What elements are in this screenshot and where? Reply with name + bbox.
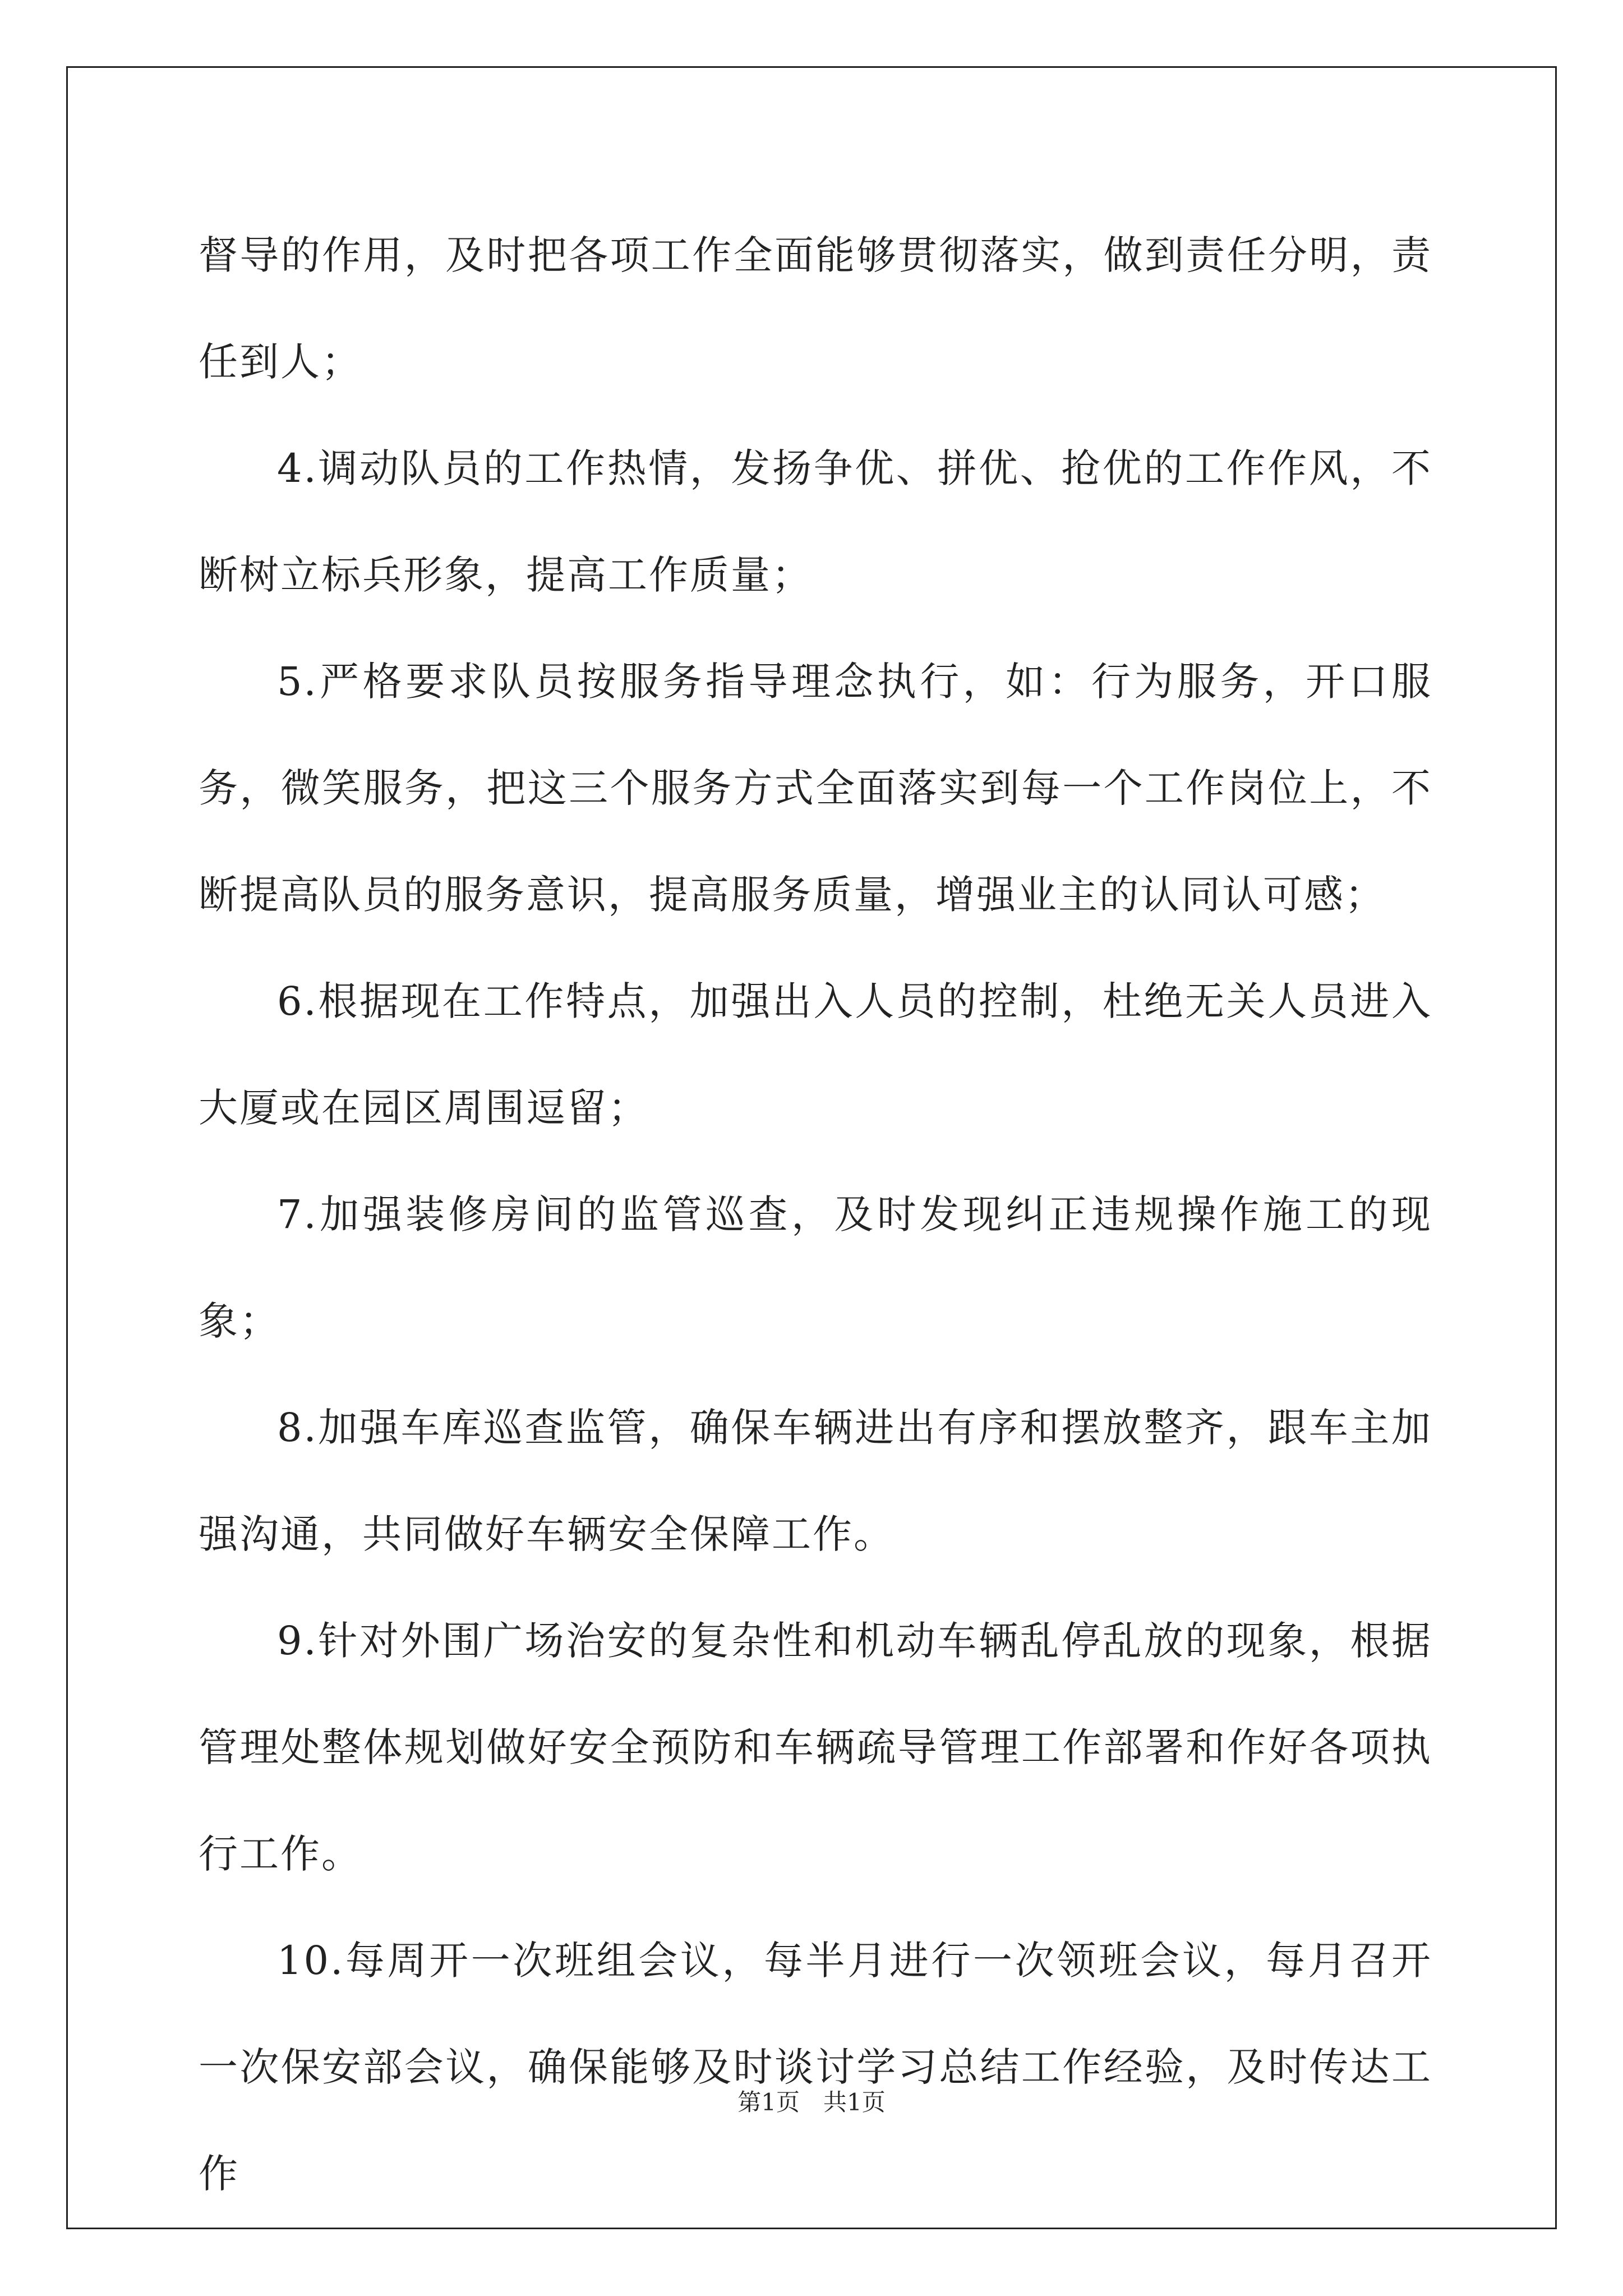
- paragraph-item-4: 4.调动队员的工作热情，发扬争优、拼优、抢优的工作作风，不断树立标兵形象，提高工作质量；: [199, 445, 1432, 598]
- paragraph-item-9: 9.针对外围广场治安的复杂性和机动车辆乱停乱放的现象，根据管理处整体规划做好安全预防和车辆疏导管理工作部署和作好各项执行工作。: [199, 1618, 1432, 1877]
- paragraph-item-7: 7.加强装修房间的监管巡查，及时发现纠正违规操作施工的现象；: [199, 1191, 1432, 1344]
- paragraph-continuation: 督导的作用，及时把各项工作全面能够贯彻落实，做到责任分明，责任到人；: [199, 232, 1432, 385]
- page-number-footer: 第1页 共1页: [737, 2088, 886, 2116]
- paragraph-item-6: 6.根据现在工作特点，加强出入人员的控制，杜绝无关人员进入大厦或在园区周围逗留；: [199, 978, 1432, 1131]
- paragraph-item-5: 5.严格要求队员按服务指导理念执行，如：行为服务，开口服务，微笑服务，把这三个服务方式全面落实到每一个工作岗位上，不断提高队员的服务意识，提高服务质量，增强业主的认同认可感；: [199, 659, 1432, 918]
- paragraph-item-8: 8.加强车库巡查监管，确保车辆进出有序和摆放整齐，跟车主加强沟通，共同做好车辆安全保障工作。: [199, 1405, 1432, 1557]
- paragraph-item-10: 10.每周开一次班组会议，每半月进行一次领班会议，每月召开一次保安部会议，确保能够及时谈讨学习总结工作经验，及时传达工作: [199, 1938, 1432, 2197]
- document-body: [199, 202, 1432, 2227]
